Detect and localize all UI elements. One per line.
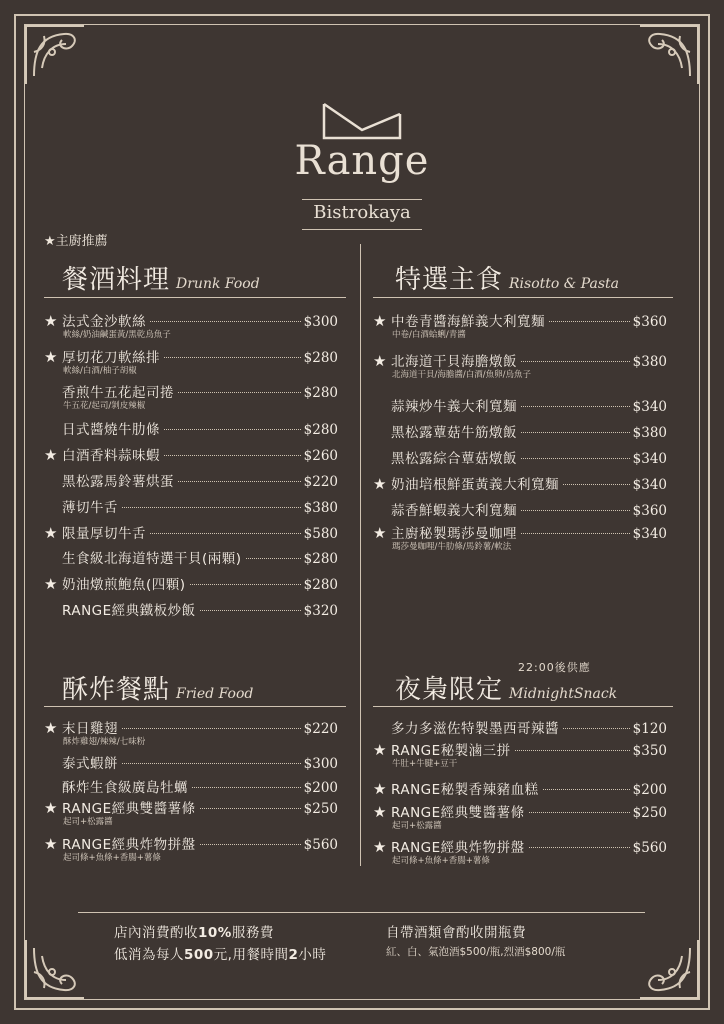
star-icon: ★ <box>44 348 58 366</box>
item-price: $340 <box>632 477 667 493</box>
menu-item <box>373 739 667 759</box>
menu-item <box>373 395 667 415</box>
item-price: $340 <box>632 526 667 542</box>
brand-subtitle: Bistrokaya <box>313 202 411 223</box>
item-description: 北海道干貝/海膽醬/白酒/魚卵/烏魚子 <box>392 370 531 380</box>
leader-dots <box>178 481 301 482</box>
item-price: $320 <box>303 603 338 619</box>
leader-dots <box>150 321 301 322</box>
menu-item <box>373 421 667 441</box>
corkage-detail: 紅、白、氣泡酒$500/瓶,烈酒$800/瓶 <box>386 946 566 958</box>
footer-rule-top <box>78 912 645 913</box>
section-title-midnight-snack <box>395 669 617 706</box>
section-title-risotto-pasta <box>395 259 619 296</box>
leader-dots <box>164 429 301 430</box>
menu-item <box>44 444 338 464</box>
leader-dots <box>164 455 301 456</box>
min-post: 小時 <box>298 947 327 963</box>
min-hours: 2 <box>288 947 299 963</box>
star-icon: ★ <box>44 799 58 817</box>
item-description: 中卷/白酒蛤蜊/青醬 <box>392 330 466 340</box>
item-description: 軟絲/奶油鹹蛋黃/黑乾烏魚子 <box>63 330 171 340</box>
leader-dots <box>246 558 301 559</box>
item-name: 蒜香鮮蝦義大利寬麵 <box>391 503 517 519</box>
item-name: 白酒香料蒜味蝦 <box>62 448 160 464</box>
item-price: $280 <box>303 577 338 593</box>
item-price: $380 <box>632 425 667 441</box>
item-name: 薄切牛舌 <box>62 500 118 516</box>
item-name: 末日雞翅 <box>62 721 118 737</box>
section-title-text: 餐酒料理 <box>62 265 171 295</box>
leader-dots <box>543 789 630 790</box>
leader-dots <box>521 432 630 433</box>
logo-rule-bottom <box>302 229 422 230</box>
column-divider <box>360 244 361 866</box>
item-price: $300 <box>303 314 338 330</box>
item-name: RANGE秘製香辣豬血糕 <box>391 782 539 798</box>
item-name: 生食級北海道特選干貝(兩顆) <box>62 551 242 567</box>
leader-dots <box>521 361 630 362</box>
section-title-text: 特選主食 <box>395 265 504 295</box>
star-icon: ★ <box>44 575 58 593</box>
item-price: $380 <box>632 354 667 370</box>
leader-dots <box>200 844 301 845</box>
menu-item <box>44 752 338 772</box>
item-name: 酥炸生食級廣島牡蠣 <box>62 780 188 796</box>
item-name: 多力多滋佐特製墨西哥辣醬 <box>391 721 559 737</box>
item-price: $280 <box>303 422 338 438</box>
leader-dots <box>192 787 301 788</box>
section-subtitle: Risotto & Pasta <box>509 276 619 292</box>
leader-dots <box>200 808 301 809</box>
section-rule <box>373 297 673 298</box>
section-title-text: 夜梟限定 <box>395 675 504 705</box>
leader-dots <box>190 584 301 585</box>
section-subtitle: Fried Food <box>176 686 254 702</box>
menu-item <box>373 447 667 467</box>
min-mid: 元,用餐時間 <box>213 947 289 963</box>
item-price: $380 <box>303 500 338 516</box>
item-name: 黑松露蕈菇牛筋燉飯 <box>391 425 517 441</box>
menu-item <box>373 310 667 330</box>
leader-dots <box>122 728 301 729</box>
leader-dots <box>521 533 630 534</box>
leader-dots <box>178 392 301 393</box>
item-name: 黑松露馬鈴薯烘蛋 <box>62 474 174 490</box>
item-price: $300 <box>303 756 338 772</box>
item-price: $280 <box>303 350 338 366</box>
corner-ornament-bottom-left-icon <box>22 936 88 1002</box>
menu-item <box>373 778 667 798</box>
item-description: 起司+松露醬 <box>392 821 442 831</box>
section-rule <box>44 297 346 298</box>
menu-item <box>373 499 667 519</box>
menu-item <box>44 418 338 438</box>
leader-dots <box>122 763 301 764</box>
menu-item <box>44 496 338 516</box>
item-description: 牛五花/起司/剝皮辣椒 <box>63 401 146 411</box>
menu-item <box>44 346 338 366</box>
menu-item <box>44 547 338 567</box>
leader-dots <box>529 847 630 848</box>
item-price: $200 <box>632 782 667 798</box>
menu-item <box>44 833 338 853</box>
item-price: $120 <box>632 721 667 737</box>
item-price: $260 <box>303 448 338 464</box>
item-name: 厚切花刀軟絲排 <box>62 350 160 366</box>
midnight-hours-note: 22:00後供應 <box>518 661 591 674</box>
corkage-note: 自帶酒類會酌收開瓶費 <box>386 925 526 941</box>
item-price: $580 <box>303 526 338 542</box>
leader-dots <box>521 458 630 459</box>
leader-dots <box>521 406 630 407</box>
item-name: 法式金沙軟絲 <box>62 314 146 330</box>
star-icon: ★ <box>44 835 58 853</box>
star-icon: ★ <box>373 312 387 330</box>
item-description: 酥炸雞翅/辣辣/七味粉 <box>63 737 146 747</box>
menu-item <box>44 573 338 593</box>
corner-ornament-bottom-right-icon <box>636 936 702 1002</box>
star-icon: ★ <box>373 780 387 798</box>
item-description: 起司條+魚條+香腸+薯條 <box>392 856 490 866</box>
service-pct: 10% <box>198 925 232 941</box>
item-price: $280 <box>303 385 338 401</box>
item-price: $360 <box>632 503 667 519</box>
service-pre: 店內消費酌收 <box>114 925 198 941</box>
menu-item <box>373 836 667 856</box>
star-icon: ★ <box>373 803 387 821</box>
minimum-spend-note <box>114 943 326 963</box>
star-icon: ★ <box>44 719 58 737</box>
star-icon: ★ <box>44 312 58 330</box>
item-name: RANGE秘製滷三拼 <box>391 743 511 759</box>
star-icon: ★ <box>44 524 58 542</box>
item-name: 北海道干貝海膽燉飯 <box>391 354 517 370</box>
item-name: RANGE經典鐵板炒飯 <box>62 603 196 619</box>
item-name: 主廚秘製瑪莎曼咖哩 <box>391 526 517 542</box>
item-price: $250 <box>632 805 667 821</box>
item-price: $280 <box>303 551 338 567</box>
corner-ornament-top-right-icon <box>636 22 702 88</box>
item-price: $560 <box>303 837 338 853</box>
menu-item <box>373 801 667 821</box>
section-title-drunk-food <box>62 259 260 296</box>
leader-dots <box>122 507 301 508</box>
item-name: RANGE經典炸物拼盤 <box>391 840 525 856</box>
item-price: $200 <box>303 780 338 796</box>
menu-item <box>44 310 338 330</box>
item-name: 黑松露綜合蕈菇燉飯 <box>391 451 517 467</box>
item-name: 奶油燉煎鮑魚(四顆) <box>62 577 186 593</box>
service-post: 服務費 <box>231 925 274 941</box>
star-icon: ★ <box>373 524 387 542</box>
item-price: $560 <box>632 840 667 856</box>
menu-item <box>44 599 338 619</box>
section-rule <box>373 706 673 707</box>
item-description: 牛肚+牛腱+豆干 <box>392 759 458 769</box>
item-name: RANGE經典炸物拼盤 <box>62 837 196 853</box>
footer-rule-bottom <box>78 999 645 1000</box>
brand-name: Range <box>294 138 430 184</box>
min-pre: 低消為每人 <box>114 947 184 963</box>
item-price: $350 <box>632 743 667 759</box>
leader-dots <box>150 533 301 534</box>
item-name: 蒜辣炒牛義大利寬麵 <box>391 399 517 415</box>
star-icon: ★ <box>373 838 387 856</box>
star-icon: ★ <box>373 352 387 370</box>
item-description: 軟絲/白酒/柚子胡椒 <box>63 366 137 376</box>
item-description: 起司+松露醬 <box>63 817 113 827</box>
service-charge-note <box>114 921 274 941</box>
leader-dots <box>521 510 630 511</box>
leader-dots <box>200 610 301 611</box>
menu-item <box>44 717 338 737</box>
logo-rule-top <box>302 199 422 200</box>
star-icon: ★ <box>373 475 387 493</box>
star-icon: ★ <box>44 446 58 464</box>
menu-item <box>44 381 338 401</box>
item-name: 限量厚切牛舌 <box>62 526 146 542</box>
menu-item <box>373 717 667 737</box>
item-description: 起司條+魚條+香腸+薯條 <box>63 853 161 863</box>
item-name: 泰式蝦餅 <box>62 756 118 772</box>
item-name: RANGE經典雙醬薯條 <box>62 801 196 817</box>
item-price: $340 <box>632 399 667 415</box>
item-price: $220 <box>303 721 338 737</box>
leader-dots <box>164 357 301 358</box>
section-title-text: 酥炸餐點 <box>62 675 171 705</box>
section-subtitle: MidnightSnack <box>509 686 618 702</box>
item-description: 瑪莎曼咖哩/牛肋條/馬鈴薯/軟法 <box>392 542 512 552</box>
corner-ornament-top-left-icon <box>22 22 88 88</box>
item-price: $250 <box>303 801 338 817</box>
star-icon: ★ <box>373 741 387 759</box>
leader-dots <box>515 750 630 751</box>
item-name: RANGE經典雙醬薯條 <box>391 805 525 821</box>
item-name: 香煎牛五花起司捲 <box>62 385 174 401</box>
item-name: 日式醬燒牛肋條 <box>62 422 160 438</box>
menu-item <box>373 522 667 542</box>
leader-dots <box>529 812 630 813</box>
menu-item <box>44 470 338 490</box>
section-title-fried-food <box>62 669 253 706</box>
menu-item <box>44 776 338 796</box>
menu-item <box>373 350 667 370</box>
menu-item <box>373 473 667 493</box>
menu-item <box>44 797 338 817</box>
item-name: 奶油培根鮮蛋黃義大利寬麵 <box>391 477 559 493</box>
item-price: $360 <box>632 314 667 330</box>
chef-recommend-legend: ★主廚推薦 <box>44 234 108 249</box>
leader-dots <box>549 321 630 322</box>
item-price: $340 <box>632 451 667 467</box>
leader-dots <box>563 728 630 729</box>
item-name: 中卷青醬海鮮義大利寬麵 <box>391 314 545 330</box>
section-subtitle: Drunk Food <box>176 276 260 292</box>
menu-item <box>44 522 338 542</box>
section-rule <box>44 706 346 707</box>
min-amount: 500 <box>184 947 214 963</box>
leader-dots <box>563 484 630 485</box>
item-price: $220 <box>303 474 338 490</box>
